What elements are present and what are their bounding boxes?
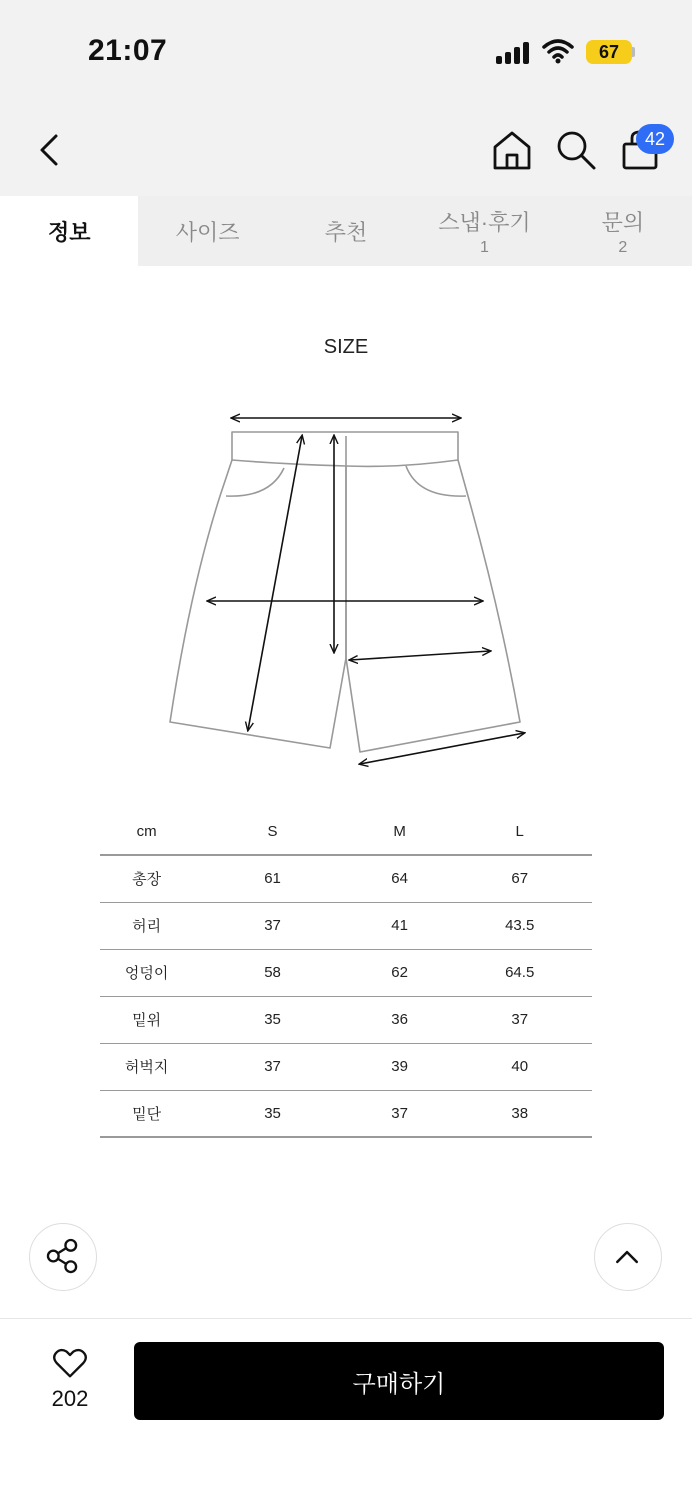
tab-label: 추천 — [324, 219, 368, 245]
bottom-action-bar — [0, 1318, 692, 1500]
size-table-header — [100, 808, 592, 855]
cell-value: 35 — [193, 996, 352, 1043]
cell-value: 38 — [447, 1090, 592, 1137]
row-label: 엉덩이 — [100, 949, 193, 996]
tab-recommend[interactable] — [277, 196, 415, 266]
nav-header — [0, 100, 692, 196]
tab-reviews[interactable] — [415, 196, 553, 266]
tab-label: 문의 — [601, 209, 645, 235]
table-row — [100, 1090, 592, 1137]
chevron-left-icon[interactable] — [28, 128, 72, 172]
tab-bar — [0, 196, 692, 266]
share-icon — [30, 1224, 96, 1290]
cell-value: 43.5 — [447, 902, 592, 949]
cell-value: 37 — [193, 1043, 352, 1090]
row-label: 총장 — [100, 855, 193, 902]
heart-icon — [52, 1347, 88, 1379]
buy-button[interactable]: 구매하기 — [134, 1342, 664, 1420]
home-icon[interactable] — [490, 128, 534, 172]
tab-label: 사이즈 — [175, 219, 240, 245]
tab-label: 스냅·후기 — [438, 209, 531, 235]
like-count: 202 — [51, 1386, 89, 1411]
cell-value: 41 — [352, 902, 448, 949]
table-row — [100, 902, 592, 949]
cell-value: 36 — [352, 996, 448, 1043]
size-title: SIZE — [323, 336, 369, 358]
header-m: M — [352, 808, 448, 855]
battery-nub — [632, 47, 635, 57]
header-unit: cm — [100, 808, 193, 855]
cell-value: 67 — [447, 855, 592, 902]
tab-label: 정보 — [47, 219, 91, 245]
table-row — [100, 1043, 592, 1090]
status-bar — [0, 0, 692, 100]
row-label: 밑위 — [100, 996, 193, 1043]
cell-value: 39 — [352, 1043, 448, 1090]
chevron-up-icon — [595, 1224, 661, 1290]
tab-count: 2 — [618, 238, 628, 256]
like-button[interactable] — [40, 1347, 100, 1427]
share-button[interactable] — [29, 1223, 97, 1291]
header-l: L — [447, 808, 592, 855]
tab-size[interactable] — [138, 196, 276, 266]
cell-value: 64 — [352, 855, 448, 902]
cell-value: 37 — [193, 902, 352, 949]
cell-value: 62 — [352, 949, 448, 996]
tab-count: 1 — [479, 238, 489, 256]
cell-value: 58 — [193, 949, 352, 996]
row-label: 허벅지 — [100, 1043, 193, 1090]
cell-value: 61 — [193, 855, 352, 902]
signal-icon — [496, 40, 532, 64]
row-label: 밑단 — [100, 1090, 193, 1137]
tab-inquiry[interactable] — [554, 196, 692, 266]
status-time: 21:07 — [88, 34, 168, 67]
table-row — [100, 996, 592, 1043]
table-row — [100, 855, 592, 902]
cell-value: 40 — [447, 1043, 592, 1090]
size-table — [100, 808, 592, 1138]
search-icon[interactable] — [554, 128, 598, 172]
row-label: 허리 — [100, 902, 193, 949]
cell-value: 37 — [352, 1090, 448, 1137]
header-s: S — [193, 808, 352, 855]
cell-value: 37 — [447, 996, 592, 1043]
tab-info[interactable] — [0, 196, 138, 266]
table-row — [100, 949, 592, 996]
cart-count-badge: 42 — [636, 124, 674, 154]
scroll-top-button[interactable] — [594, 1223, 662, 1291]
battery-indicator: 67 — [586, 40, 632, 64]
wifi-icon — [542, 38, 574, 64]
shorts-size-diagram — [160, 400, 540, 780]
cell-value: 64.5 — [447, 949, 592, 996]
cell-value: 35 — [193, 1090, 352, 1137]
